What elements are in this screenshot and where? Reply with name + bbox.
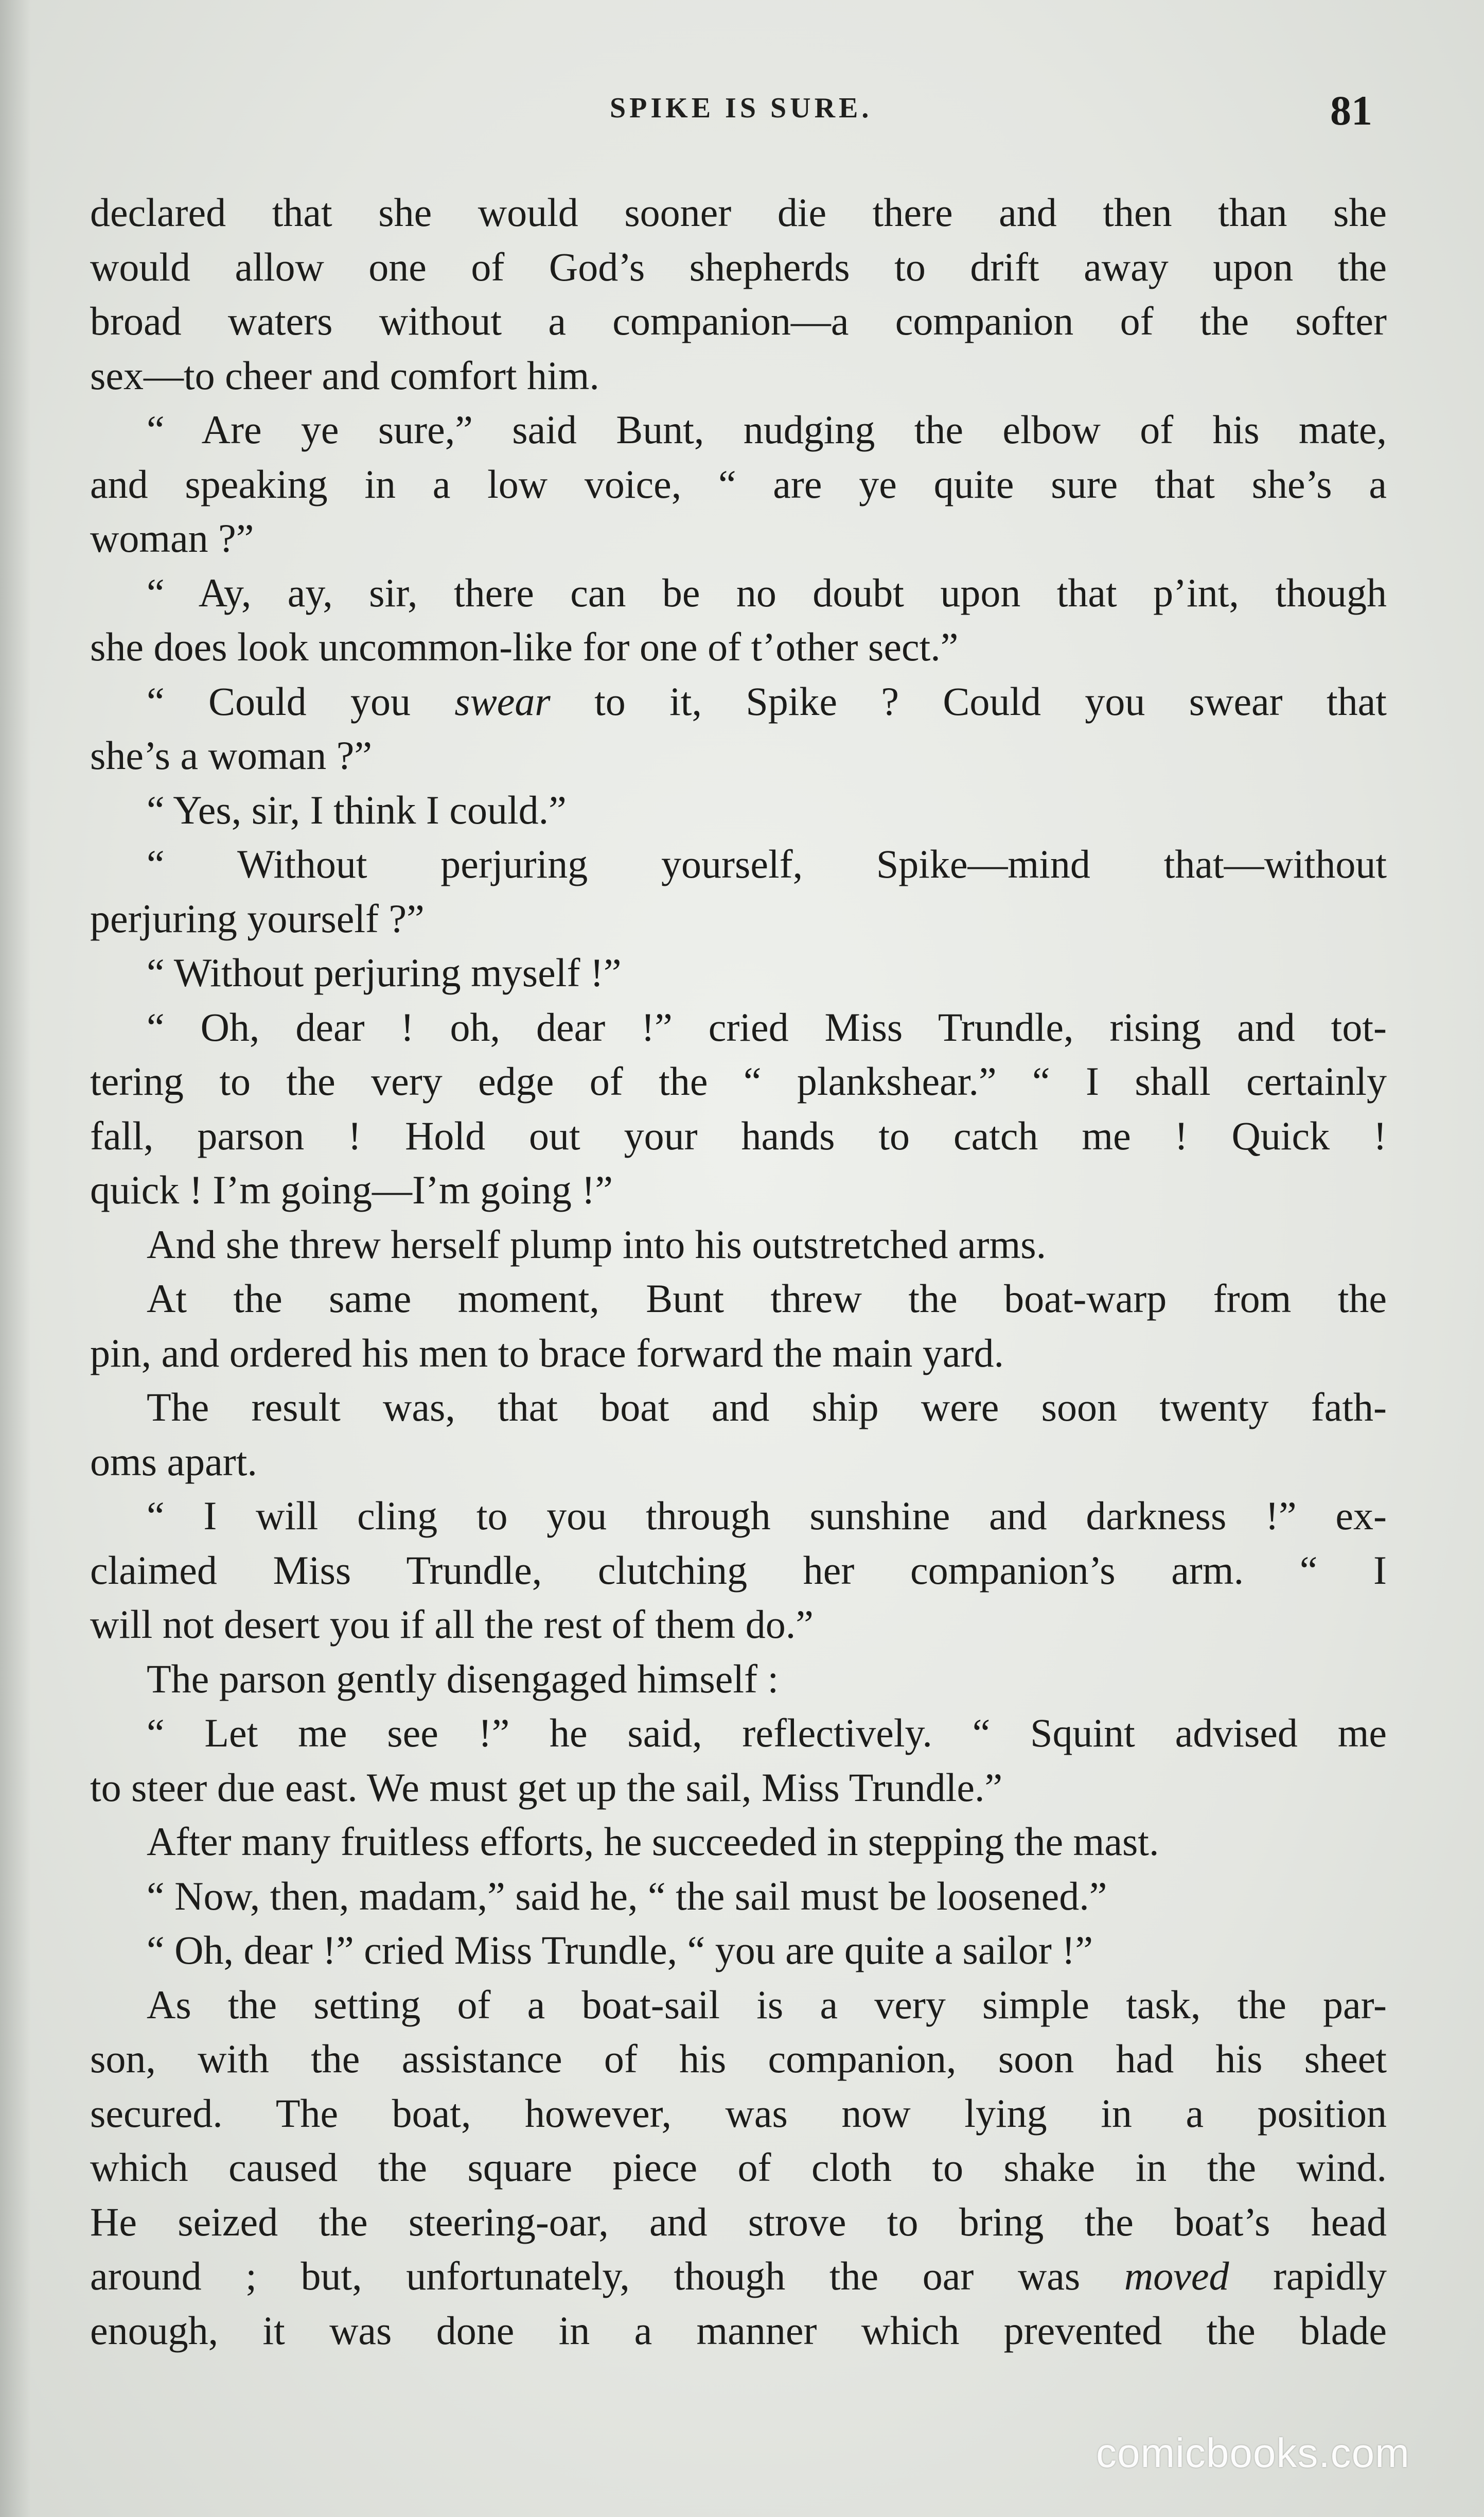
text-line: would allow one of God’s shepherds to drift away upon the [90, 244, 1387, 289]
text-line: “ Now, then, madam,” said he, “ the sail must be loosened.” [147, 1873, 1107, 1918]
text-line: fall, parson ! Hold out your hands to catch me ! Quick ! [90, 1113, 1387, 1158]
text-line: which caused the square piece of cloth to shake in the wind. [90, 2145, 1387, 2190]
text-line: “ Yes, sir, I think I could.” [147, 787, 567, 832]
text-line: tering to the very edge of the “ plankshear.” “ I shall certainly [90, 1059, 1387, 1104]
page-edge-shadow [0, 0, 31, 2517]
text-line: As the setting of a boat-sail is a very simple task, the par- [147, 1982, 1387, 2027]
text-line: “ Let me see !” he said, reflectively. “ Squint advised me [147, 1710, 1387, 1755]
text-line: The parson gently disengaged himself : [147, 1656, 779, 1701]
body-text [90, 185, 1387, 2357]
text-line: And she threw herself plump into his outstretched arms. [147, 1221, 1047, 1267]
text-line: “ I will cling to you through sunshine and darkness !” ex- [147, 1493, 1387, 1538]
text-line: broad waters without a companion—a companion of the softer [90, 299, 1387, 343]
text-line: perjuring yourself ?” [90, 896, 425, 941]
text-line: quick ! I’m going—I’m going !” [90, 1167, 613, 1212]
text-line: she’s a woman ?” [90, 733, 372, 778]
text-line: “ Ay, ay, sir, there can be no doubt upon that p’int, though [147, 570, 1387, 615]
text-line: sex—to cheer and comfort him. [90, 353, 599, 398]
text-line: enough, it was done in a manner which prevented the blade [90, 2308, 1387, 2353]
text-line: “ Are ye sure,” said Bunt, nudging the elbow of his mate, [147, 407, 1387, 452]
text-line: declared that she would sooner die there and then than she [90, 190, 1387, 235]
text-line: He seized the steering-oar, and strove to bring the boat’s head [90, 2199, 1387, 2244]
text-line: “ Oh, dear ! oh, dear !” cried Miss Trundle, rising and tot- [147, 1004, 1387, 1050]
text-line: will not desert you if all the rest of them do.” [90, 1602, 814, 1647]
page-number: 81 [1330, 87, 1372, 134]
text-line: and speaking in a low voice, “ are ye quite sure that she’s a [90, 461, 1387, 506]
text-line: “ Without perjuring myself !” [147, 950, 622, 995]
text-line: “ Could you swear to it, Spike ? Could you swear that [147, 678, 1387, 724]
text-line: she does look uncommon-like for one of t’other sect.” [90, 624, 959, 669]
watermark: comicbooks.com [1096, 2430, 1410, 2476]
text-line: After many fruitless efforts, he succeeded in stepping the mast. [147, 1819, 1159, 1864]
text-line: “ Without perjuring yourself, Spike—mind that—without [147, 842, 1387, 886]
text-line: oms apart. [90, 1439, 257, 1484]
text-line: woman ?” [90, 516, 254, 561]
text-line: The result was, that boat and ship were soon twenty fath- [147, 1385, 1387, 1429]
text-line: to steer due east. We must get up the sail, Miss Trundle.” [90, 1764, 1003, 1810]
running-title: SPIKE IS SURE. [610, 92, 873, 124]
text-line: secured. The boat, however, was now lying in a position [90, 2090, 1387, 2136]
text-line: At the same moment, Bunt threw the boat-warp from the [147, 1276, 1387, 1321]
text-line: “ Oh, dear !” cried Miss Trundle, “ you are quite a sailor !” [147, 1928, 1093, 1972]
running-header [0, 86, 1484, 143]
text-line: claimed Miss Trundle, clutching her companion’s arm. “ I [90, 1547, 1387, 1593]
text-line: son, with the assistance of his companion, soon had his sheet [90, 2036, 1387, 2081]
text-line: around ; but, unfortunately, though the oar was moved rapidly [90, 2253, 1387, 2298]
text-line: pin, and ordered his men to brace forward the main yard. [90, 1330, 1004, 1375]
